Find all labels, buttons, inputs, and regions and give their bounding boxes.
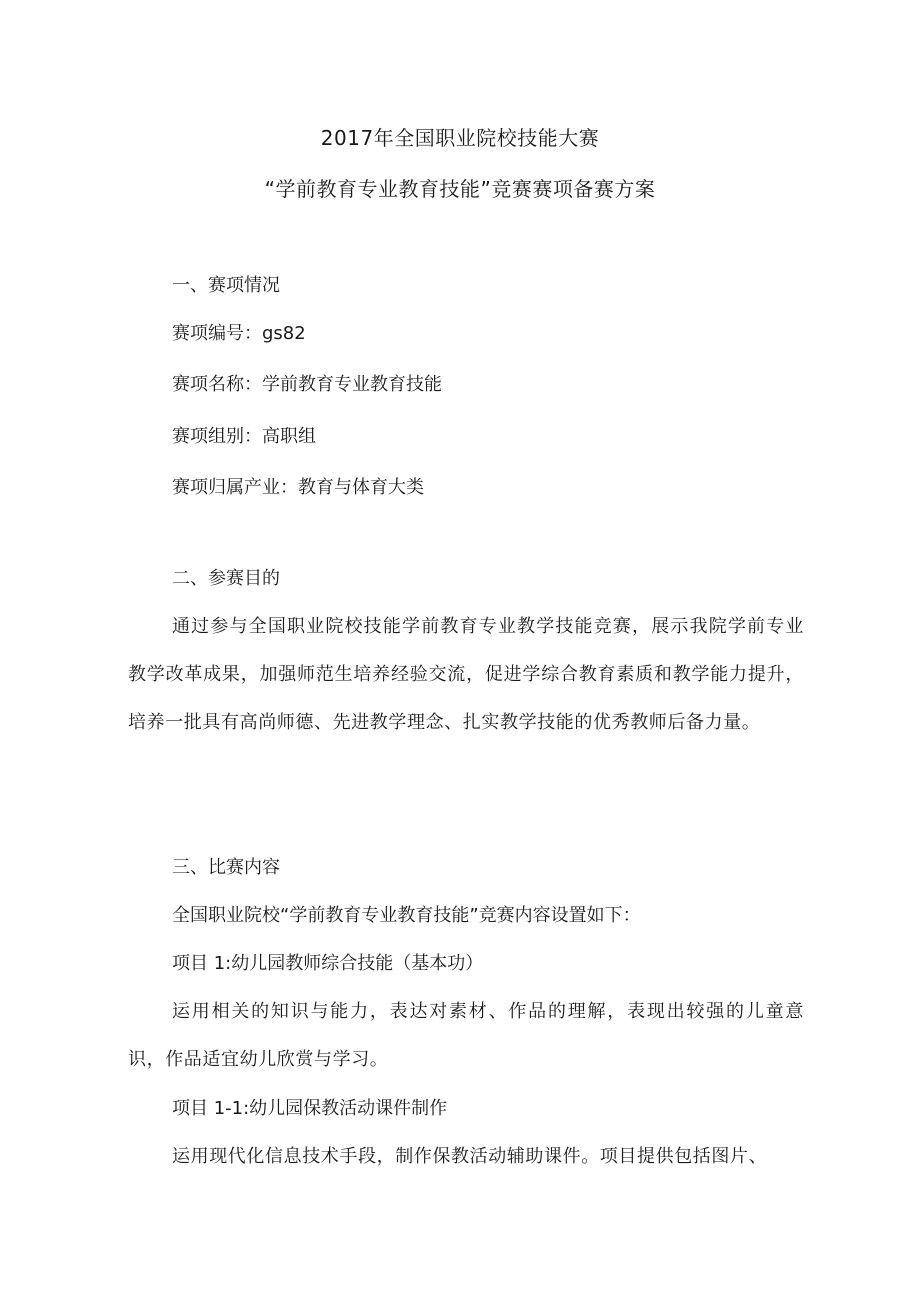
project-1-1-description: 运用现代化信息技术手段，制作保教活动辅助课件。项目提供包括图片、 — [172, 1146, 768, 1167]
document-title-line-1: 2017年全国职业院校技能大赛 — [320, 126, 600, 150]
section-1-heading: 一、赛项情况 — [172, 275, 280, 296]
project-1-1-title: 项目 1-1:幼儿园保教活动课件制作 — [172, 1098, 448, 1119]
item-industry: 赛项归属产业：教育与体育大类 — [172, 477, 424, 498]
section-3-heading: 三、比赛内容 — [172, 857, 280, 878]
section-2-heading: 二、参赛目的 — [172, 568, 280, 589]
project-1-title: 项目 1:幼儿园教师综合技能（基本功） — [172, 953, 484, 974]
document-title-line-2: “学前教育专业教育技能”竞赛赛项备赛方案 — [264, 177, 656, 201]
section-2-paragraph: 通过参与全国职业院校技能学前教育专业教学技能竞赛，展示我院学前专业教学改革成果，加强师范生培养经验交流，促进学综合教育素质和教学能力提升，培养一批具有高尚师德、先进教学理念、扎实教学技能的优秀教师后备力量。 — [128, 616, 804, 733]
project-1-description: 运用相关的知识与能力，表达对素材、作品的理解，表现出较强的儿童意识，作品适宜幼儿欣赏与学习。 — [128, 1001, 804, 1070]
item-number: 赛项编号：gs82 — [172, 323, 306, 344]
item-name: 赛项名称：学前教育专业教育技能 — [172, 374, 442, 395]
section-3-intro: 全国职业院校“学前教育专业教育技能”竞赛内容设置如下： — [172, 905, 641, 926]
item-group: 赛项组别：高职组 — [172, 426, 316, 447]
